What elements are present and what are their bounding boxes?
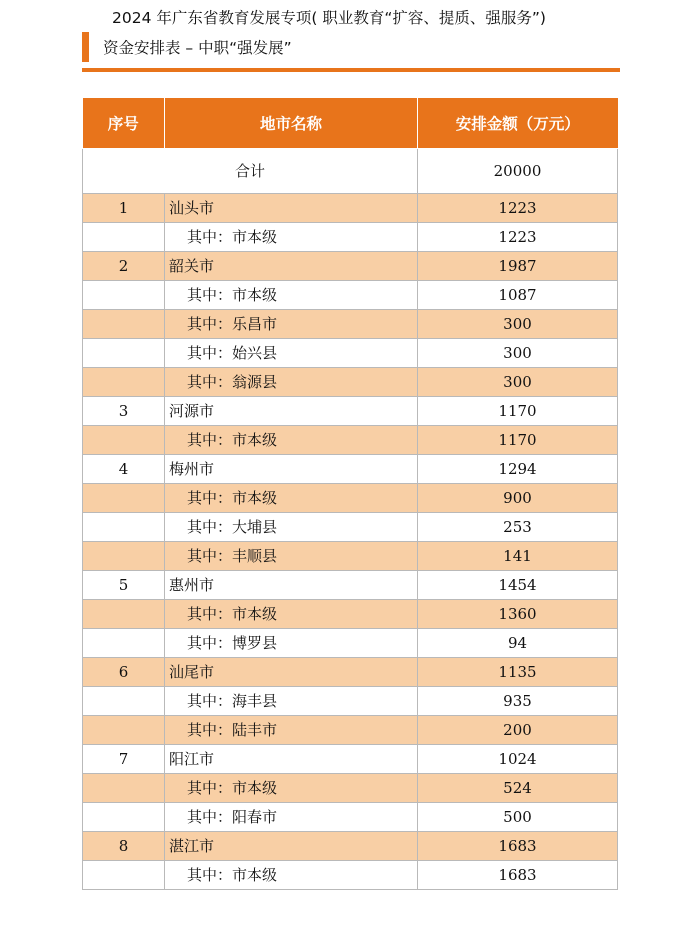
table-row	[83, 687, 618, 716]
title-line-2-row	[82, 32, 620, 62]
row-serial-number: 3	[83, 397, 165, 426]
row-serial-number	[83, 600, 165, 629]
title-accent-bar	[82, 32, 89, 62]
total-row	[83, 149, 618, 194]
row-amount: 300	[418, 310, 618, 339]
row-serial-number	[83, 716, 165, 745]
row-city-name: 湛江市	[165, 832, 418, 861]
table-row	[83, 368, 618, 397]
row-amount: 1683	[418, 861, 618, 890]
document-title	[82, 6, 620, 62]
row-amount: 94	[418, 629, 618, 658]
row-serial-number	[83, 339, 165, 368]
row-amount: 1360	[418, 600, 618, 629]
table-row	[83, 571, 618, 600]
row-amount: 1087	[418, 281, 618, 310]
row-amount: 1223	[418, 194, 618, 223]
row-amount: 1223	[418, 223, 618, 252]
row-amount: 300	[418, 368, 618, 397]
row-serial-number: 5	[83, 571, 165, 600]
row-amount: 300	[418, 339, 618, 368]
row-serial-number	[83, 223, 165, 252]
row-city-name: 其中：大埔县	[165, 513, 418, 542]
row-serial-number	[83, 803, 165, 832]
table-row	[83, 513, 618, 542]
row-serial-number	[83, 861, 165, 890]
header-serial-number: 序号	[83, 98, 165, 149]
row-amount: 1987	[418, 252, 618, 281]
title-line-1: 2024 年广东省教育发展专项( 职业教育“扩容、提质、强服务”)	[112, 9, 546, 27]
table-row	[83, 774, 618, 803]
total-label: 合计	[83, 149, 418, 194]
row-amount: 1135	[418, 658, 618, 687]
row-serial-number	[83, 368, 165, 397]
table-row	[83, 426, 618, 455]
table-row	[83, 832, 618, 861]
table-row	[83, 310, 618, 339]
row-city-name: 汕尾市	[165, 658, 418, 687]
table-header-row	[83, 98, 618, 149]
table-row	[83, 803, 618, 832]
table-row	[83, 223, 618, 252]
row-city-name: 其中：市本级	[165, 426, 418, 455]
row-city-name: 其中：始兴县	[165, 339, 418, 368]
row-serial-number: 7	[83, 745, 165, 774]
row-city-name: 其中：市本级	[165, 600, 418, 629]
table-row	[83, 629, 618, 658]
row-amount: 1170	[418, 426, 618, 455]
row-amount: 200	[418, 716, 618, 745]
row-serial-number: 6	[83, 658, 165, 687]
row-amount: 524	[418, 774, 618, 803]
row-city-name: 河源市	[165, 397, 418, 426]
row-amount: 1024	[418, 745, 618, 774]
row-city-name: 其中：市本级	[165, 223, 418, 252]
header-amount: 安排金额（万元）	[418, 98, 618, 149]
row-city-name: 其中：博罗县	[165, 629, 418, 658]
row-city-name: 韶关市	[165, 252, 418, 281]
row-city-name: 其中：市本级	[165, 484, 418, 513]
row-city-name: 汕头市	[165, 194, 418, 223]
row-city-name: 其中：乐昌市	[165, 310, 418, 339]
allocation-table	[82, 98, 618, 890]
table-row	[83, 281, 618, 310]
row-city-name: 其中：市本级	[165, 774, 418, 803]
row-serial-number: 2	[83, 252, 165, 281]
row-amount: 1170	[418, 397, 618, 426]
row-amount: 935	[418, 687, 618, 716]
row-serial-number	[83, 426, 165, 455]
row-serial-number	[83, 281, 165, 310]
row-serial-number	[83, 774, 165, 803]
row-city-name: 阳江市	[165, 745, 418, 774]
total-amount: 20000	[418, 149, 618, 194]
table-row	[83, 455, 618, 484]
row-serial-number	[83, 310, 165, 339]
row-city-name: 梅州市	[165, 455, 418, 484]
row-amount: 1454	[418, 571, 618, 600]
table-row	[83, 484, 618, 513]
table-row	[83, 600, 618, 629]
table-row	[83, 716, 618, 745]
row-serial-number	[83, 687, 165, 716]
row-city-name: 惠州市	[165, 571, 418, 600]
row-serial-number: 4	[83, 455, 165, 484]
row-amount: 1683	[418, 832, 618, 861]
header-city-name: 地市名称	[165, 98, 418, 149]
table-row	[83, 252, 618, 281]
title-line-2: 资金安排表 – 中职“强发展”	[103, 39, 292, 57]
row-city-name: 其中：市本级	[165, 861, 418, 890]
row-serial-number: 1	[83, 194, 165, 223]
row-city-name: 其中：丰顺县	[165, 542, 418, 571]
table-row	[83, 542, 618, 571]
row-amount: 141	[418, 542, 618, 571]
row-city-name: 其中：阳春市	[165, 803, 418, 832]
row-amount: 500	[418, 803, 618, 832]
table-row	[83, 397, 618, 426]
row-amount: 900	[418, 484, 618, 513]
row-serial-number	[83, 484, 165, 513]
row-amount: 1294	[418, 455, 618, 484]
row-city-name: 其中：翁源县	[165, 368, 418, 397]
table-row	[83, 745, 618, 774]
row-city-name: 其中：海丰县	[165, 687, 418, 716]
row-city-name: 其中：市本级	[165, 281, 418, 310]
row-serial-number	[83, 629, 165, 658]
row-serial-number	[83, 542, 165, 571]
row-serial-number	[83, 513, 165, 542]
row-amount: 253	[418, 513, 618, 542]
row-city-name: 其中：陆丰市	[165, 716, 418, 745]
table-row	[83, 861, 618, 890]
table-row	[83, 194, 618, 223]
title-underline	[82, 68, 620, 72]
row-serial-number: 8	[83, 832, 165, 861]
table-row	[83, 658, 618, 687]
table-row	[83, 339, 618, 368]
